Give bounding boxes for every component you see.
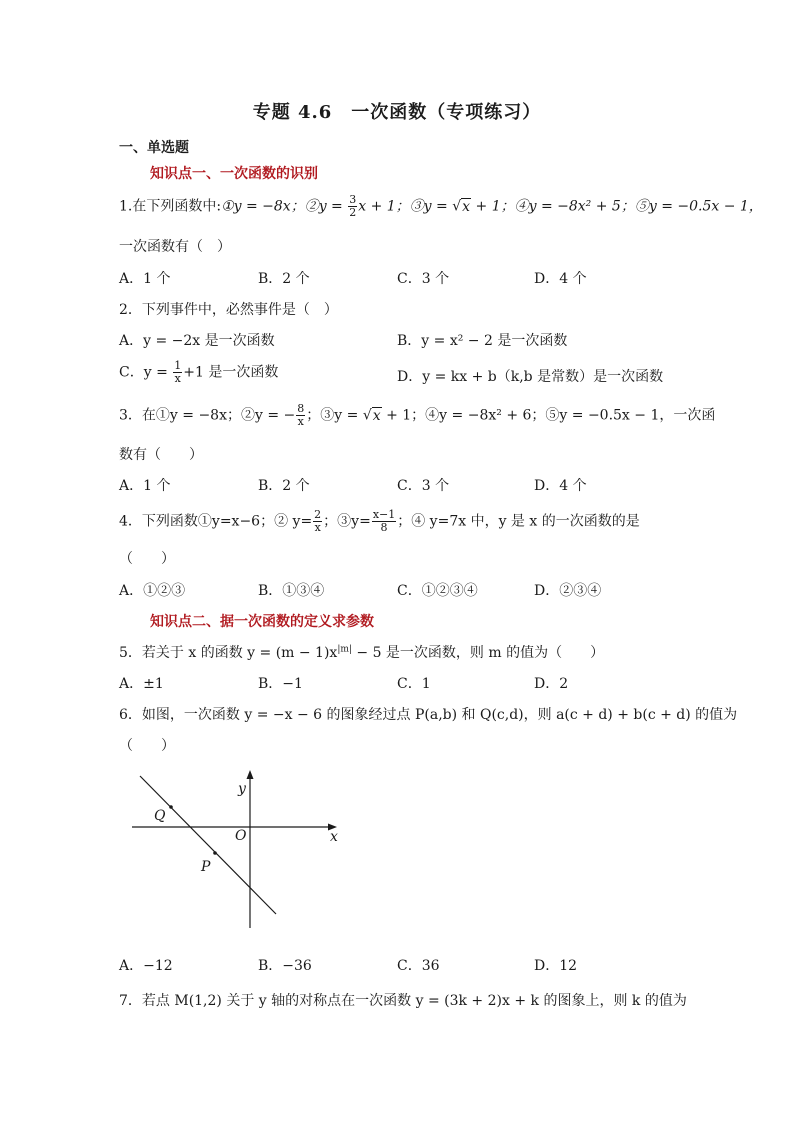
option-c: C．①②③④ [397,583,478,599]
page-title: 专题 4.6 一次函数（专项练习） [252,102,542,123]
question-3-stem: 3．在①y = −8x；②y = − $\frac{8}{x}$ ；③y = √x + 1；④y = −8x² + 6；⑤y = −0.5x − 1，一次函 [119,402,716,428]
label-y: y [238,781,246,797]
question-4-stem: 4．下列函数①y=x−6；② y= $\frac{2}{x}$ ；③y= $\frac{x-1}{8}$ ；④ y=7x 中，y 是 x 的一次函数的是 [119,508,640,534]
option-b: B．y = x² − 2 是一次函数 [397,333,568,349]
question-1-stem: 1.在下列函数中:①y = −8x；②y = $\frac{3}{2}$ x + 1；③y = √x + 1；④y = −8x² + 5；⑤y = −0.5x − 1， [119,193,763,219]
knowledge-point-2: 知识点二、据一次函数的定义求参数 [150,614,374,630]
linear-function-graph [125,768,355,933]
label-p: P [201,859,211,875]
option-a: A．−12 [119,958,173,974]
option-a: A．1 个 [119,271,171,287]
option-d: D．12 [534,958,578,974]
question-4-stem-line2: （ ） [119,551,175,567]
question-7-stem: 7．若点 M(1,2) 关于 y 轴的对称点在一次函数 y = (3k + 2)x + k 的图象上，则 k 的值为 [119,993,687,1009]
option-a: A．1 个 [119,478,171,494]
option-b: B．①③④ [258,583,325,599]
option-d: D．4 个 [534,271,587,287]
option-d: D．②③④ [534,583,602,599]
option-a: A．±1 [119,676,164,692]
option-b: B．−1 [258,676,303,692]
option-d: D．4 个 [534,478,587,494]
option-a: A．①②③ [119,583,186,599]
label-x: x [330,829,338,845]
option-a: A．y = −2x 是一次函数 [119,333,275,349]
point-p [213,851,217,855]
y-axis-arrow [247,770,254,779]
section-heading: 一、单选题 [119,140,189,156]
option-c: C．36 [397,958,440,974]
option-c: C．1 [397,676,431,692]
fraction: $\frac{3}{2}$ [349,193,357,219]
question-5-stem: 5．若关于 x 的函数 $y = (m - 1)x^{|m|} - 5$ 是一次函数，则 m 的值为（ ） [119,644,605,661]
graph-line [140,776,276,914]
option-d: D．y = kx + b（k,b 是常数）是一次函数 [397,369,664,385]
option-b: B．2 个 [258,271,310,287]
label-q: Q [154,808,166,824]
option-b: B．−36 [258,958,312,974]
option-d: D．2 [534,676,569,692]
option-c: C．y = $\frac{1}{x}$ +1 是一次函数 [119,359,279,385]
question-2-stem: 2．下列事件中，必然事件是（ ） [119,302,338,318]
point-q [169,805,173,809]
option-c: C．3 个 [397,271,450,287]
option-b: B．2 个 [258,478,310,494]
option-c: C．3 个 [397,478,450,494]
question-6-stem: 6．如图，一次函数 y = −x − 6 的图象经过点 P(a,b) 和 Q(c,d)，则 a(c + d) + b(c + d) 的值为 [119,707,738,723]
label-o: O [235,828,247,844]
knowledge-point-1: 知识点一、一次函数的识别 [150,166,318,182]
question-1-stem-line2: 一次函数有（ ） [119,239,231,255]
question-3-stem-line2: 数有（ ） [119,447,203,463]
question-6-stem-line2: （ ） [119,738,175,754]
